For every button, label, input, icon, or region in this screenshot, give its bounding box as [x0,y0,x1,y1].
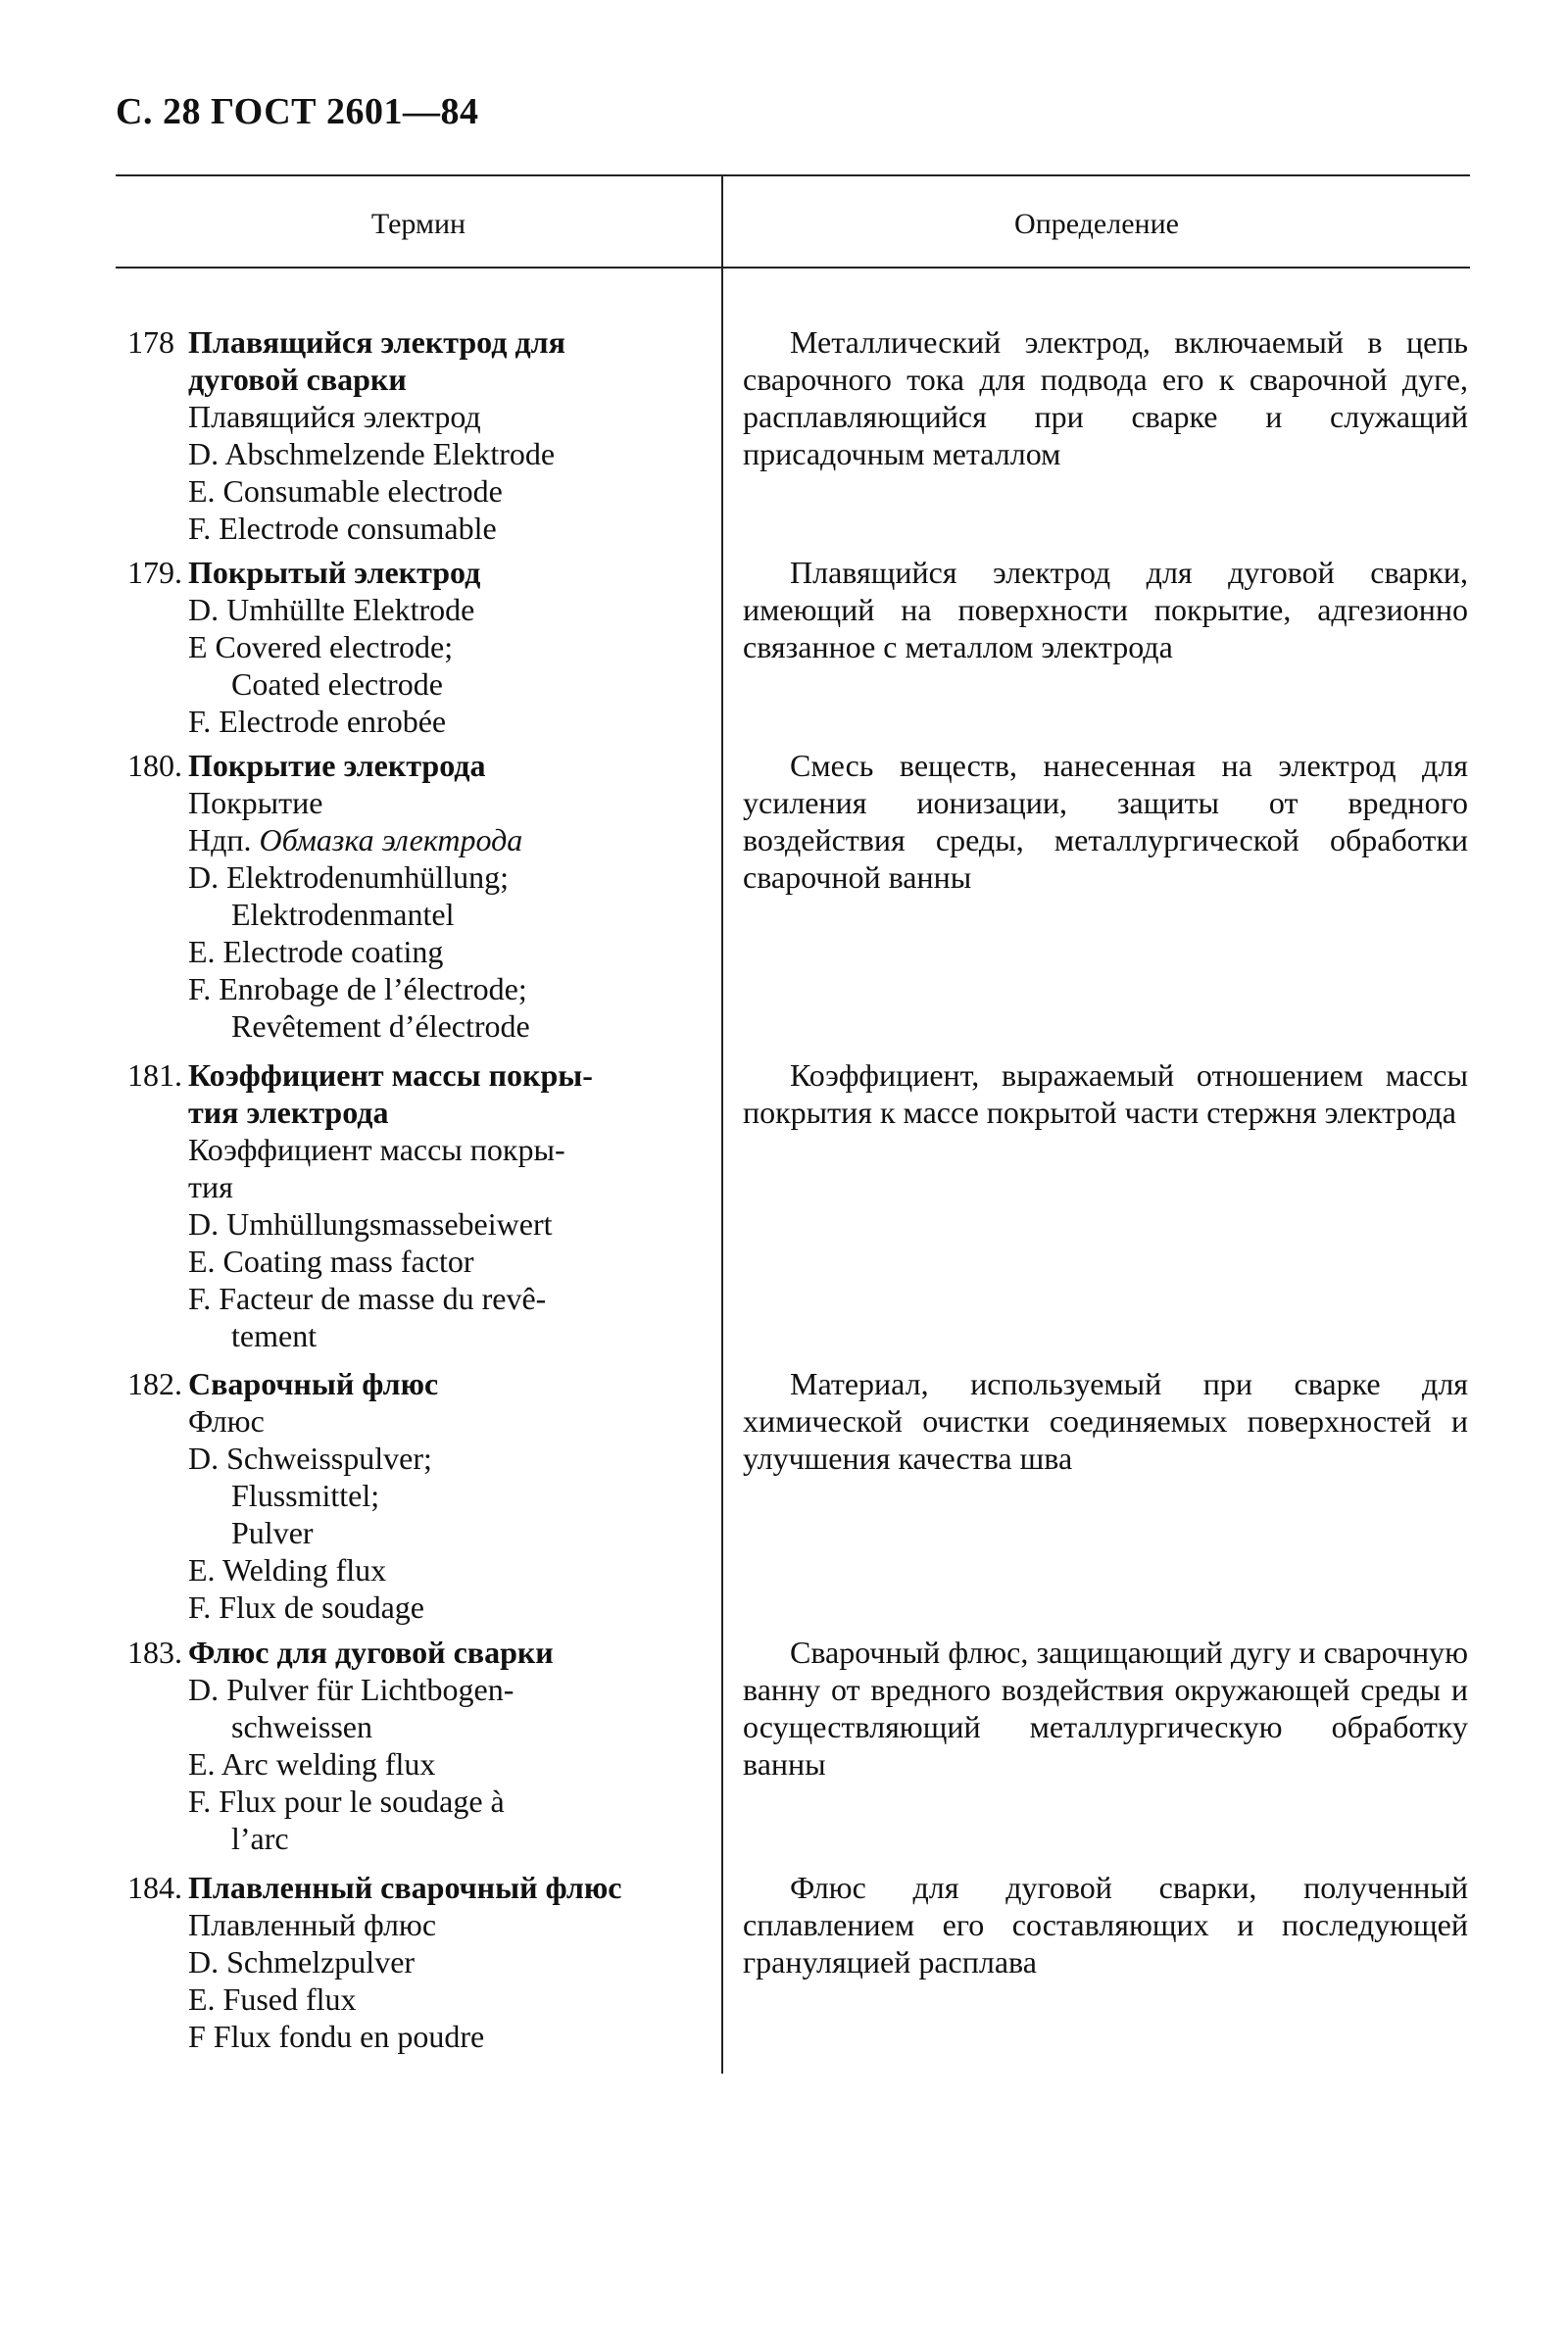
main-term: Коэффициент массы покры- [188,1057,593,1093]
main-term: Покрытие электрода [188,748,486,783]
definition-cell [743,554,1468,665]
definition-cell [743,1365,1468,1477]
french-equivalent: F. Enrobage de l’électrode; [188,971,527,1006]
short-term: Плавящийся электрод [188,399,481,434]
page-header: С. 28 ГОСТ 2601—84 [116,91,479,132]
term-cell [127,747,706,1045]
french-equivalent: F. Flux de soudage [188,1589,424,1625]
definition-cell [743,323,1468,472]
main-term-cont: тия электрода [188,1095,389,1130]
german-equivalent-cont: schweissen [231,1709,372,1744]
column-header-definition: Определение [1014,208,1179,240]
short-term-cont: тия [188,1169,233,1204]
definition-cell [743,747,1468,896]
definition-text: Флюс для дуговой сварки, полученный сплавлением его составляющих и последующей грануляцией расплава [743,1870,1468,1980]
main-term-cont: дуговой сварки [188,362,407,397]
entry-number: 183. [127,1635,182,1670]
table-top-rule [116,174,1470,176]
entry-number: 178 [127,324,174,360]
french-equivalent: F. Facteur de masse du revê- [188,1281,547,1316]
term-cell [127,1634,706,1857]
term-cell [127,1869,706,2055]
german-equivalent-alt: Flussmittel; [231,1478,380,1513]
french-equivalent: F Flux fondu en poudre [188,2019,485,2054]
term-cell [127,554,706,740]
german-equivalent-alt: Elektrodenmantel [231,897,455,932]
english-equivalent-alt: Coated electrode [231,666,443,702]
table-header-rule [116,267,1470,269]
english-equivalent: E. Electrode coating [188,934,444,969]
english-equivalent: E. Coating mass factor [188,1244,474,1279]
definition-text: Плавящийся электрод для дуговой сварки, имеющий на поверхности покрытие, адгезионно связанное с металлом электрода [743,555,1468,664]
definition-cell [743,1869,1468,1980]
definition-text: Металлический электрод, включаемый в цепь сварочного тока для подвода его к сварочной дуге, расплавляющийся при сварке и служащий присадочным металлом [743,324,1468,471]
german-equivalent: D. Elektrodenumhüllung; [188,859,510,895]
short-term: Флюс [188,1403,265,1439]
term-cell [127,323,706,547]
main-term: Плавящийся электрод для [188,324,565,360]
english-equivalent: E. Consumable electrode [188,473,503,509]
french-equivalent-cont: tement [231,1318,318,1353]
column-divider [721,174,723,2074]
deprecated-term [127,821,706,858]
entry-number: 179. [127,555,182,590]
german-equivalent: D. Abschmelzende Elektrode [188,436,556,471]
short-term: Коэффициент массы покры- [188,1132,565,1167]
entry-number: 184. [127,1870,182,1905]
main-term: Сварочный флюс [188,1366,439,1401]
definition-text: Сварочный флюс, защищающий дугу и сварочную ванну от вредного воздействия окружающей среды и осуществляющий металлургическую обработку ванны [743,1635,1468,1782]
english-equivalent: E. Fused flux [188,1981,357,2017]
definition-text: Материал, используемый при сварке для химической очистки соединяемых поверхностей и улучшения качества шва [743,1366,1468,1476]
npd-prefix: Ндп. [188,822,252,857]
german-equivalent: D. Umhüllungsmassebeiwert [188,1206,553,1242]
deprecated-term-text: Обмазка электрода [259,822,523,857]
entry-number: 181. [127,1057,182,1093]
definition-text: Смесь веществ, нанесенная на электрод для усиления ионизации, защиты от вредного воздействия среды, металлургической обработки сварочной ванны [743,748,1468,895]
french-equivalent: F. Electrode enrobée [188,704,447,739]
french-equivalent-cont: l’arc [231,1821,289,1856]
definition-cell [743,1056,1468,1131]
english-equivalent: E Covered electrode; [188,629,454,664]
term-cell [127,1056,706,1354]
short-term: Покрытие [188,785,323,820]
term-cell [127,1365,706,1626]
main-term: Плавленный сварочный флюс [188,1870,622,1905]
french-equivalent: F. Flux pour le soudage à [188,1784,505,1819]
french-equivalent-alt: Revêtement d’électrode [231,1008,530,1044]
entry-number: 182. [127,1366,182,1401]
short-term: Плавленный флюс [188,1907,437,1942]
german-equivalent: D. Schmelzpulver [188,1944,416,1980]
main-term: Покрытый электрод [188,555,481,590]
german-equivalent: D. Schweisspulver; [188,1441,432,1476]
english-equivalent: E. Welding flux [188,1552,387,1588]
german-equivalent-alt: Pulver [231,1515,314,1550]
french-equivalent: F. Electrode consumable [188,511,497,546]
entry-number: 180. [127,748,182,783]
main-term: Флюс для дуговой сварки [188,1635,554,1670]
column-header-term: Термин [370,208,466,240]
definition-cell [743,1634,1468,1783]
german-equivalent: D. Pulver für Lichtbogen- [188,1672,514,1707]
english-equivalent: E. Arc welding flux [188,1746,436,1782]
definition-text: Коэффициент, выражаемый отношением массы покрытия к массе покрытой части стержня электрода [743,1057,1468,1130]
german-equivalent: D. Umhüllte Elektrode [188,592,475,627]
